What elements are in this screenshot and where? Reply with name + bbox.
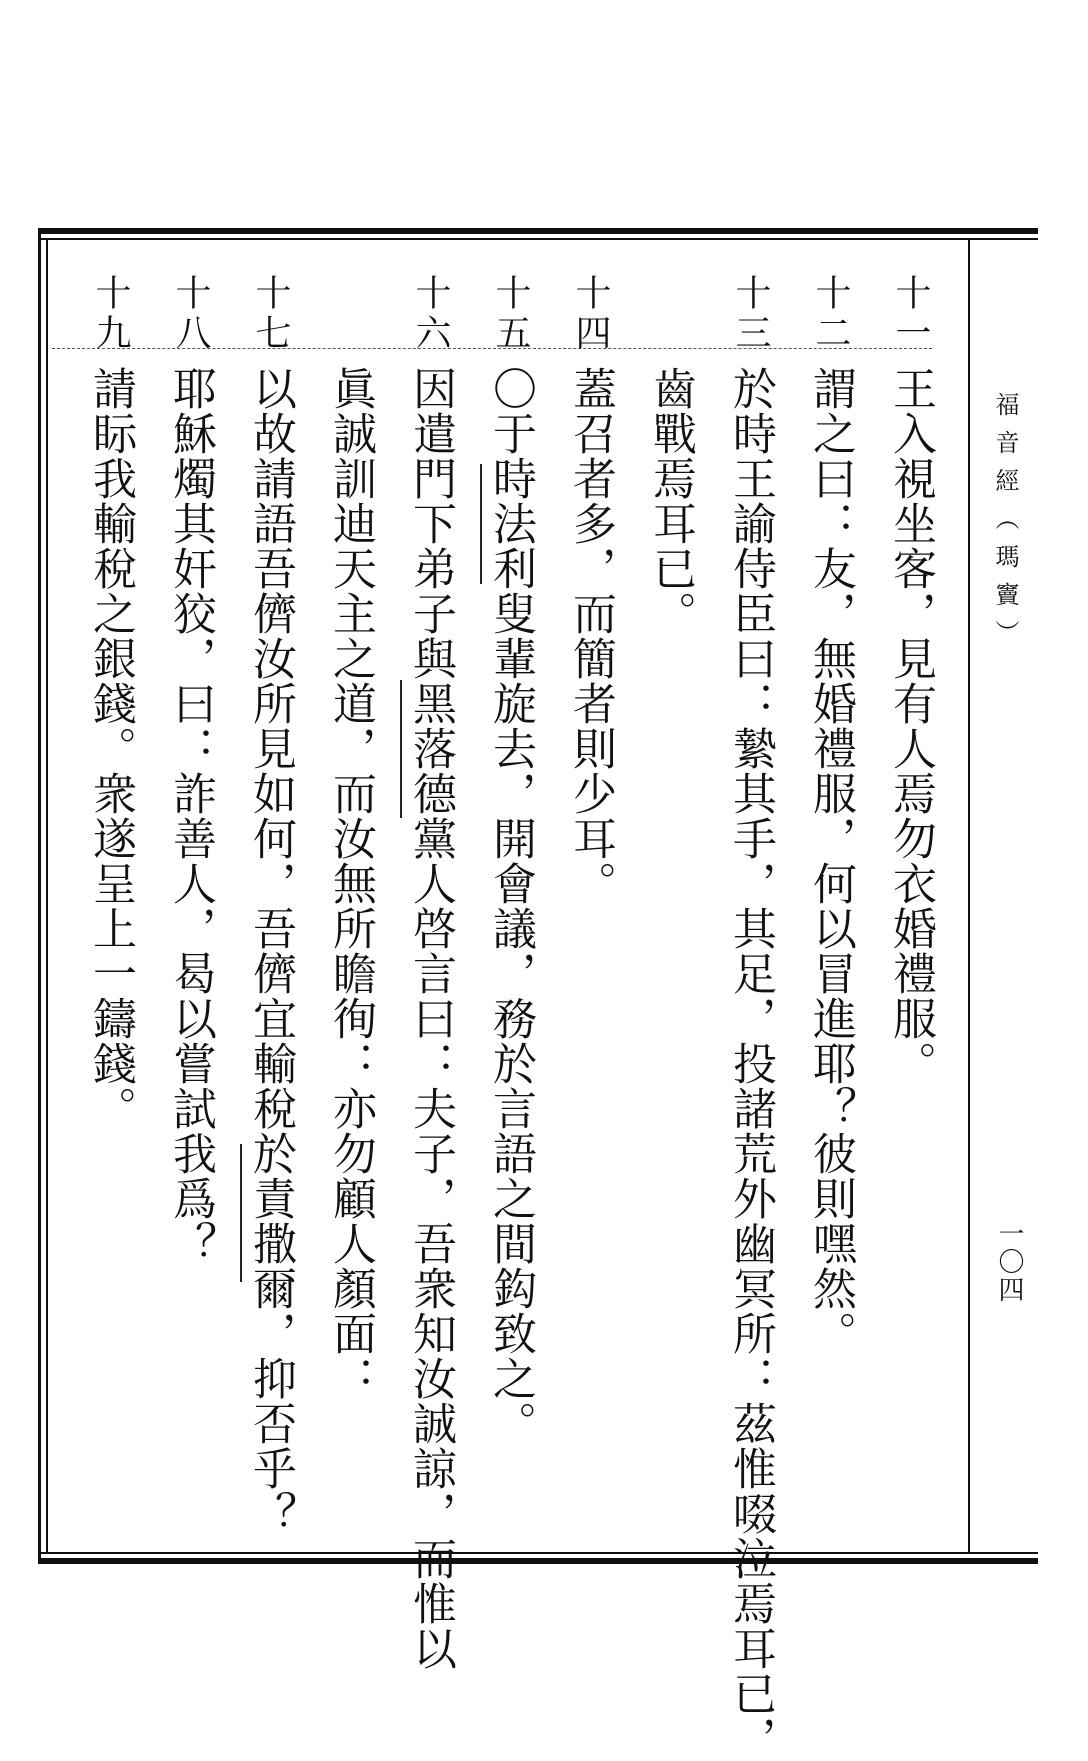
proper-name-mark [480,464,482,584]
verse-text: 王入視坐客，見有人焉勿衣婚禮服。 [885,366,936,1086]
left-border-outer [38,228,41,1564]
page-number: 一〇四 [994,1220,1024,1304]
top-border-thick [38,228,1038,234]
verse-number: 十一 [890,274,931,354]
verse-number: 十六 [410,274,451,354]
bottom-border-thin [38,1552,1038,1554]
verse-text: 於時王諭侍臣曰：縶其手，其足，投諸荒外幽冥所：茲惟啜泣焉耳已， [725,366,776,1761]
verse-text: 耶穌燭其奸狡，曰：詐善人，曷以嘗試我爲？ [165,366,216,1266]
right-border [968,240,970,1552]
bottom-border-thick [38,1558,1038,1564]
top-border-thin [38,238,1038,240]
verse-text: 以故請語吾儕汝所見如何，吾儕宜輸稅於責撒爾，抑否乎？ [245,366,296,1536]
verse-number: 十八 [170,274,211,354]
verse-text: 眞誠訓迪天主之道，而汝無所瞻徇：亦勿顧人顏面： [325,366,376,1401]
verse-text: 因遣門下弟子與黑落德黨人啓言曰：夫子，吾衆知汝誠諒，而惟以 [405,366,456,1671]
left-border-inner [46,240,48,1552]
verse-number: 十三 [730,274,771,354]
verse-number: 十二 [810,274,851,354]
verse-number: 十七 [250,274,291,354]
verse-number: 十五 [490,274,531,354]
running-title: 福音經（瑪竇） [991,392,1019,658]
verse-number: 十九 [90,274,131,354]
verse-text: 齒戰焉耳已。 [645,366,696,636]
proper-name-mark [240,1144,242,1282]
verse-number: 十四 [570,274,611,354]
proper-name-mark [400,680,402,818]
verse-text: 蓋召者多，而簡者則少耳。 [565,366,616,906]
verse-text: 謂之曰：友，無婚禮服，何以冒進耶？彼則嘿然。 [805,366,856,1356]
verse-text: 請眎我輸稅之銀錢。衆遂呈上一鑄錢。 [85,366,136,1131]
verse-text: 〇于時法利叟輩旋去，開會議，務於言語之間鈎致之。 [485,366,536,1446]
